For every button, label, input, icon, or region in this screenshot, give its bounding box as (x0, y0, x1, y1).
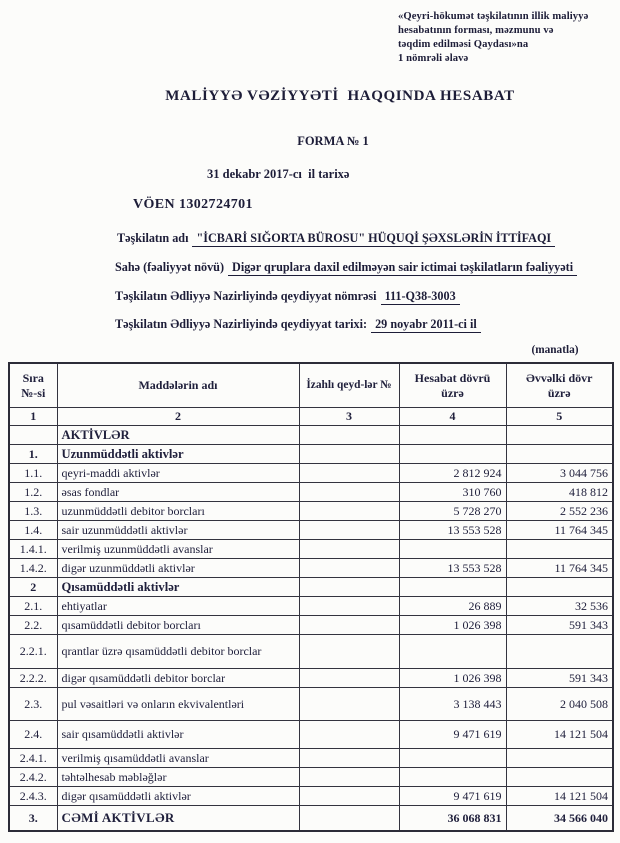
cell-previous (506, 578, 613, 597)
header-line: №-si (21, 385, 46, 400)
header-line: üzrə (547, 385, 571, 400)
activity-field-line (115, 260, 577, 275)
table-row (9, 408, 613, 426)
cell-name: Uzunmüddətli aktivlər (57, 445, 299, 464)
table-row (9, 768, 613, 787)
cell-note (299, 540, 399, 559)
cell-note (299, 464, 399, 483)
corner-annotation-line: «Qeyri-hökumət təşkilatının illik maliyyə (398, 11, 589, 22)
cell-previous (506, 749, 613, 768)
cell-previous (506, 540, 613, 559)
cell-note (299, 669, 399, 688)
cell-current: 1 026 398 (399, 616, 506, 635)
activity-field-label: Sahə (fəaliyyət növü) (115, 260, 225, 274)
cell-name: AKTİVLƏR (57, 426, 299, 445)
cell-note (299, 768, 399, 787)
cell-current: 26 889 (399, 597, 506, 616)
registration-number-label: Təşkilatın Ədliyyə Nazirliyində qeydiyyat nömrəsi (115, 289, 377, 303)
report-title: MALİYYƏ VƏZİYYƏTİ HAQQINDA HESABAT (165, 88, 515, 104)
registration-date-line (115, 317, 481, 332)
cell-name: digər qısamüddətli aktivlər (57, 787, 299, 806)
cell-previous: 11 764 345 (506, 521, 613, 540)
cell-no: 2.4.2. (9, 768, 57, 787)
cell-no: 2.4.1. (9, 749, 57, 768)
table-row (9, 540, 613, 559)
cell-current (399, 768, 506, 787)
cell-previous: 11 764 345 (506, 559, 613, 578)
cell-name: uzunmüddətli debitor borcları (57, 502, 299, 521)
cell-previous: 14 121 504 (506, 787, 613, 806)
table-row (9, 483, 613, 502)
cell-no: 1.4.2. (9, 559, 57, 578)
table-row (9, 426, 613, 445)
table-row (9, 502, 613, 521)
cell-name: Qısamüddətli aktivlər (57, 578, 299, 597)
cell-no: 2.2.2. (9, 669, 57, 688)
cell-note (299, 502, 399, 521)
corner-annotation (398, 10, 620, 66)
cell-current (399, 749, 506, 768)
header-reporting-period (399, 363, 506, 408)
cell-current: 3 138 443 (399, 688, 506, 721)
cell-note: 3 (299, 408, 399, 426)
cell-note (299, 597, 399, 616)
cell-previous: 3 044 756 (506, 464, 613, 483)
header-row-number (9, 363, 57, 408)
table-row (9, 521, 613, 540)
voen-number: VÖEN 1302724701 (133, 197, 253, 212)
header-explanatory-note (299, 363, 399, 408)
cell-note (299, 635, 399, 669)
cell-current: 13 553 528 (399, 521, 506, 540)
table-row (9, 806, 613, 832)
cell-current (399, 540, 506, 559)
cell-name: CƏMİ AKTİVLƏR (57, 806, 299, 832)
organization-name-value: "İCBARİ SIĞORTA BÜROSU" HÜQUQİ ŞƏXSLƏRİN İTTİFAQI (192, 231, 555, 247)
header-line: Hesabat dövrü (414, 370, 491, 385)
cell-current: 13 553 528 (399, 559, 506, 578)
cell-name: qeyri-maddi aktivlər (57, 464, 299, 483)
cell-note (299, 445, 399, 464)
header-item-name (57, 363, 299, 408)
cell-no: 2.1. (9, 597, 57, 616)
cell-current: 9 471 619 (399, 787, 506, 806)
cell-note (299, 521, 399, 540)
cell-no (9, 426, 57, 445)
table-row (9, 749, 613, 768)
registration-date-value: 29 noyabr 2011-ci il (371, 317, 481, 333)
cell-previous (506, 635, 613, 669)
table-row (9, 669, 613, 688)
cell-no: 1.2. (9, 483, 57, 502)
cell-current (399, 635, 506, 669)
cell-note (299, 806, 399, 832)
cell-note (299, 787, 399, 806)
cell-name: qısamüddətli debitor borcları (57, 616, 299, 635)
table-row (9, 445, 613, 464)
cell-name: digər uzunmüddətli aktivlər (57, 559, 299, 578)
cell-name: ehtiyatlar (57, 597, 299, 616)
table-row (9, 597, 613, 616)
cell-previous: 591 343 (506, 616, 613, 635)
cell-no: 1.1. (9, 464, 57, 483)
cell-previous: 14 121 504 (506, 721, 613, 749)
registration-date-label: Təşkilatın Ədliyyə Nazirliyində qeydiyyat tarixi: (115, 317, 368, 331)
cell-current (399, 445, 506, 464)
cell-note (299, 578, 399, 597)
header-line: Sıra (22, 370, 44, 385)
cell-no: 2.2.1. (9, 635, 57, 669)
registration-number-value: 111-Q38-3003 (381, 289, 460, 305)
cell-previous: 418 812 (506, 483, 613, 502)
table-row (9, 635, 613, 669)
cell-name: qrantlar üzrə qısamüddətli debitor borclar (57, 635, 299, 669)
cell-name: digər qısamüddətli debitor borclar (57, 669, 299, 688)
report-table-body (9, 408, 613, 832)
form-number: FORMA № 1 (297, 134, 369, 148)
cell-current (399, 426, 506, 445)
cell-no: 2.4. (9, 721, 57, 749)
cell-no: 2 (9, 578, 57, 597)
cell-name: verilmiş uzunmüddətli avanslar (57, 540, 299, 559)
cell-no: 1.4. (9, 521, 57, 540)
cell-previous: 591 343 (506, 669, 613, 688)
table-row (9, 559, 613, 578)
cell-current: 5 728 270 (399, 502, 506, 521)
cell-current: 2 812 924 (399, 464, 506, 483)
cell-previous (506, 445, 613, 464)
cell-name: sair uzunmüddətli aktivlər (57, 521, 299, 540)
cell-current: 1 026 398 (399, 669, 506, 688)
header-previous-period (506, 363, 613, 408)
header-line: üzrə (441, 385, 464, 400)
cell-previous: 2 040 508 (506, 688, 613, 721)
cell-no: 1 (9, 408, 57, 426)
cell-name: əsas fondlar (57, 483, 299, 502)
cell-name: pul vəsaitləri və onların ekvivalentləri (57, 688, 299, 721)
cell-note (299, 483, 399, 502)
table-row (9, 578, 613, 597)
header-line: Əvvəlki dövr (525, 370, 593, 385)
cell-note (299, 426, 399, 445)
cell-no: 2.2. (9, 616, 57, 635)
cell-name: təhtəlhesab məbləğlər (57, 768, 299, 787)
corner-annotation-line: təqdim edilməsi Qaydası»na (398, 38, 529, 50)
table-row (9, 688, 613, 721)
cell-no: 1.3. (9, 502, 57, 521)
cell-note (299, 749, 399, 768)
cell-previous: 5 (506, 408, 613, 426)
organization-name-line (117, 231, 555, 246)
corner-annotation-line: 1 nömrəli əlavə (398, 52, 469, 64)
table-row (9, 721, 613, 749)
cell-no: 3. (9, 806, 57, 832)
table-row (9, 787, 613, 806)
cell-note (299, 616, 399, 635)
cell-name: sair qısamüddətli aktivlər (57, 721, 299, 749)
cell-note (299, 688, 399, 721)
registration-number-line (115, 289, 460, 304)
cell-current: 9 471 619 (399, 721, 506, 749)
cell-previous (506, 426, 613, 445)
cell-current: 310 760 (399, 483, 506, 502)
cell-current: 4 (399, 408, 506, 426)
corner-annotation-line: hesabatının forması, məzmunu və (398, 24, 554, 36)
cell-current: 36 068 831 (399, 806, 506, 832)
activity-field-value: Digər qruplara daxil edilməyən sair ictimai təşkilatların fəaliyyəti (228, 260, 577, 276)
table-row (9, 464, 613, 483)
cell-note (299, 559, 399, 578)
financial-table (8, 362, 614, 832)
header-line: İzahlı qeyd-lər № (306, 379, 392, 391)
cell-previous: 34 566 040 (506, 806, 613, 832)
table-header-row (9, 363, 613, 408)
cell-no: 1.4.1. (9, 540, 57, 559)
cell-previous (506, 768, 613, 787)
cell-name: verilmiş qısamüddətli avanslar (57, 749, 299, 768)
cell-current (399, 578, 506, 597)
cell-no: 1. (9, 445, 57, 464)
cell-no: 2.3. (9, 688, 57, 721)
cell-name: 2 (57, 408, 299, 426)
cell-previous: 2 552 236 (506, 502, 613, 521)
report-date: 31 dekabr 2017-cı il tarixə (207, 167, 350, 181)
cell-previous: 32 536 (506, 597, 613, 616)
currency-unit-note: (manatla) (531, 344, 579, 356)
header-line: Maddələrin adı (138, 378, 218, 392)
table-row (9, 616, 613, 635)
organization-name-label: Təşkilatın adı (117, 231, 189, 245)
cell-note (299, 721, 399, 749)
cell-no: 2.4.3. (9, 787, 57, 806)
